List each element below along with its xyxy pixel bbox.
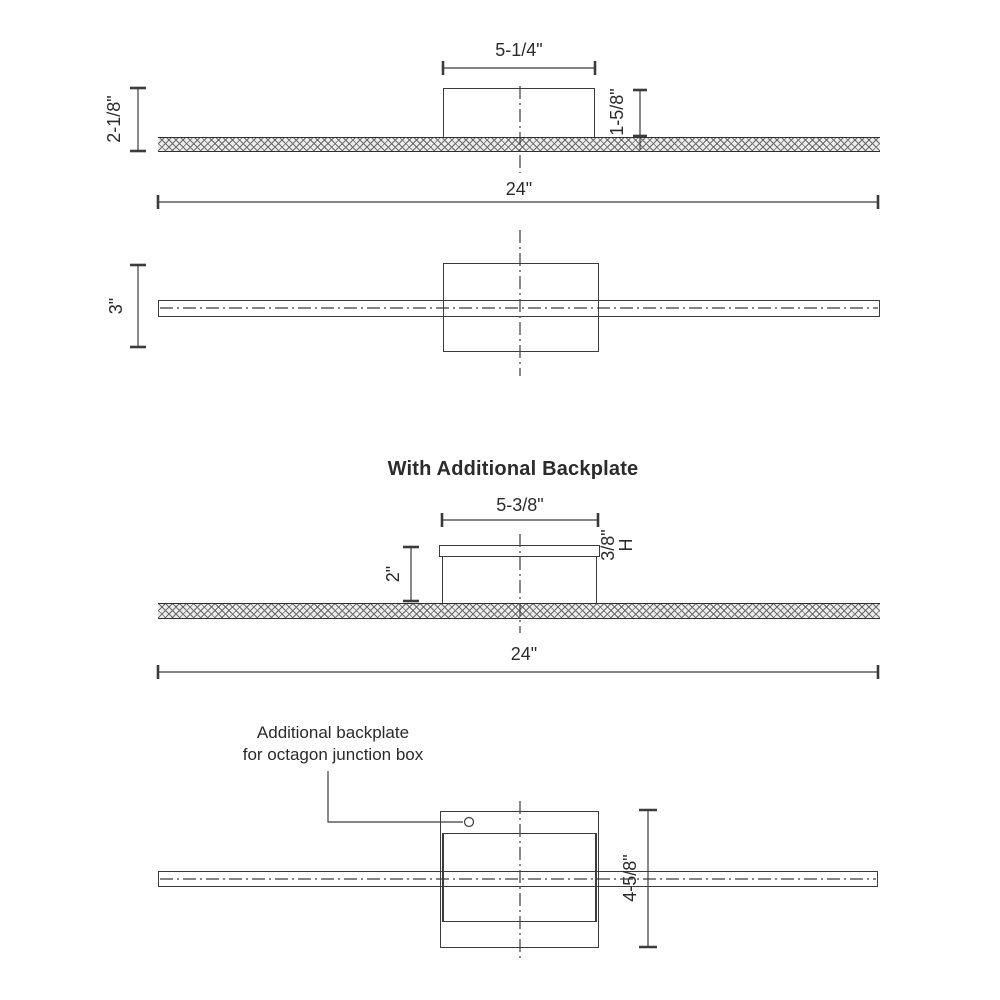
light-bar-front-view — [158, 300, 880, 317]
canopy-side-view-backplate — [442, 557, 597, 603]
dim-label-backplate-thickness-suffix: H — [616, 538, 636, 552]
section-title: With Additional Backplate — [387, 458, 639, 480]
dim-label-total-depth: 2-1/8" — [104, 95, 124, 143]
dim-label-bar-height: 3" — [106, 297, 126, 315]
dim-canopy-width — [443, 61, 595, 75]
dim-label-backplate-width: 5-3/8" — [496, 495, 544, 515]
dim-label-total-width-top: 24" — [505, 179, 533, 199]
annotation-line-1: Additional backplate — [256, 723, 410, 742]
annotation-backplate-note — [208, 722, 458, 766]
dim-label-canopy-height: 1-5/8" — [607, 88, 627, 136]
dim-total-width-bottom — [158, 665, 878, 679]
additional-backplate-side-view — [439, 545, 600, 557]
canopy-side-view — [443, 88, 595, 137]
dim-label-backplate-thickness — [598, 523, 636, 567]
dim-canopy-depth — [403, 547, 419, 601]
dim-total-depth — [130, 88, 146, 151]
light-bar-front-view-2 — [158, 871, 878, 887]
dim-label-backplate-thickness-value: 3/8" — [598, 529, 618, 561]
dim-label-canopy-width: 5-1/4" — [495, 40, 543, 60]
dim-label-backplate-height: 4-5/8" — [620, 854, 640, 902]
dim-label-canopy-depth: 2" — [383, 565, 403, 583]
wall-section-hatched-bar-2 — [158, 603, 880, 619]
annotation-line-2: for octagon junction box — [242, 745, 424, 765]
dim-label-total-width-bottom: 24" — [510, 644, 538, 664]
dim-backplate-width — [442, 513, 598, 527]
dim-bar-height — [130, 265, 146, 347]
wall-section-hatched-bar — [158, 137, 880, 152]
